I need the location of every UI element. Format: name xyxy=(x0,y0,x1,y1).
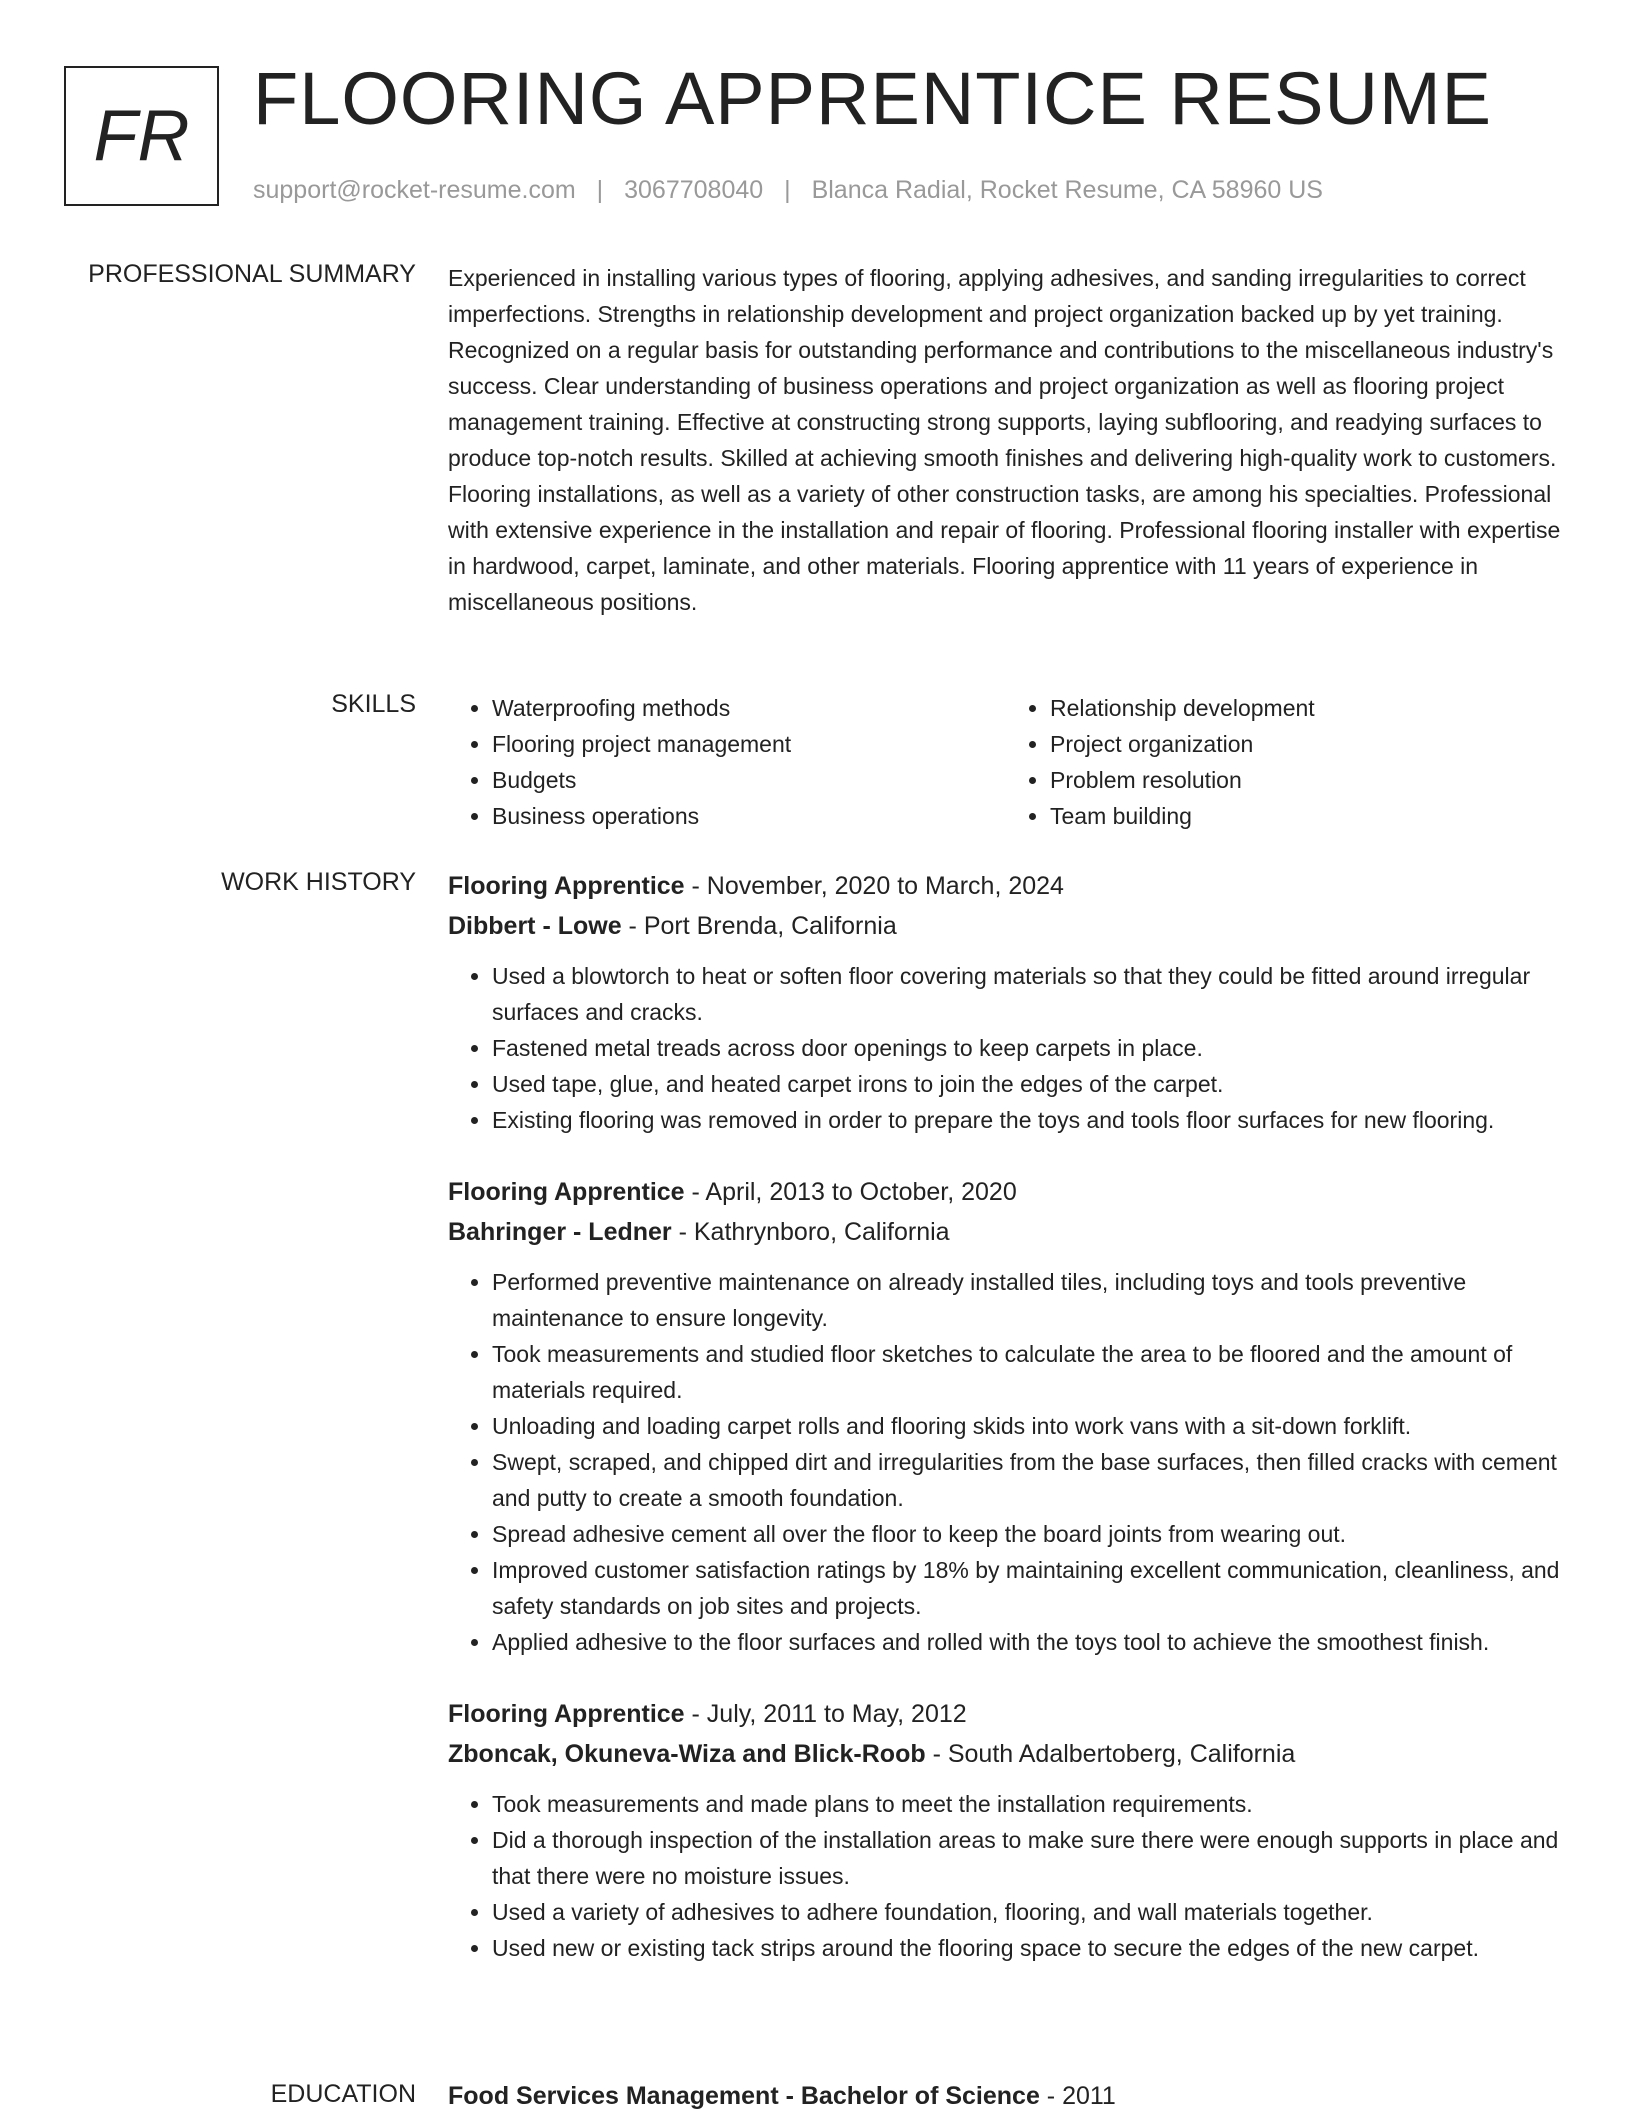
summary-text: Experienced in installing various types of flooring, applying adhesives, and sanding irregularities to correct imperfections. Strengths in relationship development and project organization backed up by yet training. Recognized on a regular basis for outstanding performance and contributions to the miscellaneous industry's success. Clear understanding of business operations and project organization as well as flooring project management training. Effective at constructing strong supports, laying subflooring, and readying surfaces to produce top-notch results. Skilled at achieving smooth finishes and delivering high-quality work to customers. Flooring installations, as well as a variety of other construction tasks, are among his specialties. Professional with extensive experience in the installation and repair of flooring. Professional flooring installer with expertise in hardwood, carpet, laminate, and other materials. Flooring apprentice with 11 years of experience in miscellaneous positions. xyxy=(448,265,1561,615)
contact-email: support@rocket-resume.com xyxy=(253,176,576,204)
job-title: Flooring Apprentice xyxy=(448,1700,685,1728)
section-label-skills: SKILLS xyxy=(331,690,416,718)
contact-phone: 3067708040 xyxy=(624,176,764,204)
job-title: Flooring Apprentice xyxy=(448,872,685,900)
job-bullet: • Used a blowtorch to heat or soften floor covering materials so that they could be fitted around irregular surfaces and cracks. xyxy=(492,958,1564,1030)
monogram-initials: FR xyxy=(93,96,190,176)
job-title-line xyxy=(448,1694,1564,1734)
job-dates: - November, 2020 to March, 2024 xyxy=(684,872,1064,900)
contact-separator: | xyxy=(596,176,604,204)
skill-item: • Waterproofing methods xyxy=(492,690,1006,726)
job-bullets xyxy=(448,1786,1564,1966)
job-entry xyxy=(448,1694,1564,1966)
skill-item: • Budgets xyxy=(492,762,1006,798)
education-degree: Food Services Management - Bachelor of Science xyxy=(448,2082,1040,2110)
job-entry xyxy=(448,1172,1564,1660)
skills-column-right xyxy=(1006,690,1564,834)
skill-item: • Relationship development xyxy=(1050,690,1564,726)
job-bullet: • Unloading and loading carpet rolls and flooring skids into work vans with a sit-down forklift. xyxy=(492,1408,1564,1444)
skills-list xyxy=(448,690,1564,834)
education-entry xyxy=(448,2076,1564,2116)
skill-item: • Team building xyxy=(1050,798,1564,834)
job-entry xyxy=(448,866,1564,1138)
job-bullet: • Swept, scraped, and chipped dirt and irregularities from the base surfaces, then filled cracks with cement and putty to create a smooth foundation. xyxy=(492,1444,1564,1516)
job-company-line xyxy=(448,1212,1564,1252)
job-bullet: • Performed preventive maintenance on already installed tiles, including toys and tools preventive maintenance to ensure longevity. xyxy=(492,1264,1564,1336)
job-bullets xyxy=(448,958,1564,1138)
job-bullet: • Fastened metal treads across door openings to keep carpets in place. xyxy=(492,1030,1564,1066)
education-year: - 2011 xyxy=(1039,2082,1116,2110)
job-bullet: • Did a thorough inspection of the installation areas to make sure there were enough supports in place and that there were no moisture issues. xyxy=(492,1822,1564,1894)
job-company-line xyxy=(448,906,1564,946)
contact-separator: | xyxy=(784,176,791,204)
skill-item: • Business operations xyxy=(492,798,1006,834)
job-dates: - July, 2011 to May, 2012 xyxy=(684,1700,967,1728)
job-location: - Port Brenda, California xyxy=(621,912,897,940)
job-dates: - April, 2013 to October, 2020 xyxy=(684,1178,1017,1206)
section-label-work-history: WORK HISTORY xyxy=(221,868,416,896)
job-bullet: • Took measurements and made plans to meet the installation requirements. xyxy=(492,1786,1564,1822)
job-company: Dibbert - Lowe xyxy=(448,912,622,940)
work-history xyxy=(448,866,1564,1966)
section-label-education: EDUCATION xyxy=(270,2080,416,2108)
job-location: - Kathrynboro, California xyxy=(671,1218,950,1246)
job-title-line xyxy=(448,866,1564,906)
job-title-line xyxy=(448,1172,1564,1212)
education-line xyxy=(448,2076,1564,2116)
job-bullet: • Took measurements and studied floor sketches to calculate the area to be floored and the amount of materials required. xyxy=(492,1336,1564,1408)
job-company: Bahringer - Ledner xyxy=(448,1218,672,1246)
job-bullet: • Existing flooring was removed in order to prepare the toys and tools floor surfaces for new flooring. xyxy=(492,1102,1564,1138)
job-company: Zboncak, Okuneva-Wiza and Blick-Roob xyxy=(448,1740,926,1768)
job-bullets xyxy=(448,1264,1564,1660)
job-bullet: • Used tape, glue, and heated carpet irons to join the edges of the carpet. xyxy=(492,1066,1564,1102)
monogram-box xyxy=(64,66,219,206)
contact-address: Blanca Radial, Rocket Resume, CA 58960 US xyxy=(811,176,1323,204)
job-company-line xyxy=(448,1734,1564,1774)
job-bullet: • Improved customer satisfaction ratings by 18% by maintaining excellent communication, cleanliness, and safety standards on job sites and projects. xyxy=(492,1552,1564,1624)
resume-title: FLOORING APPRENTICE RESUME xyxy=(253,57,1492,140)
job-title: Flooring Apprentice xyxy=(448,1178,685,1206)
skill-item: • Flooring project management xyxy=(492,726,1006,762)
job-bullet: • Used new or existing tack strips around the flooring space to secure the edges of the new carpet. xyxy=(492,1930,1564,1966)
job-bullet: • Used a variety of adhesives to adhere foundation, flooring, and wall materials together. xyxy=(492,1894,1564,1930)
job-location: - South Adalbertoberg, California xyxy=(925,1740,1296,1768)
skill-item: • Project organization xyxy=(1050,726,1564,762)
job-bullet: • Spread adhesive cement all over the floor to keep the board joints from wearing out. xyxy=(492,1516,1564,1552)
job-bullet: • Applied adhesive to the floor surfaces and rolled with the toys tool to achieve the smoothest finish. xyxy=(492,1624,1564,1660)
contact-line xyxy=(253,176,1323,205)
skills-column-left xyxy=(448,690,1006,834)
section-label-summary: PROFESSIONAL SUMMARY xyxy=(88,260,416,288)
skill-item: • Problem resolution xyxy=(1050,762,1564,798)
